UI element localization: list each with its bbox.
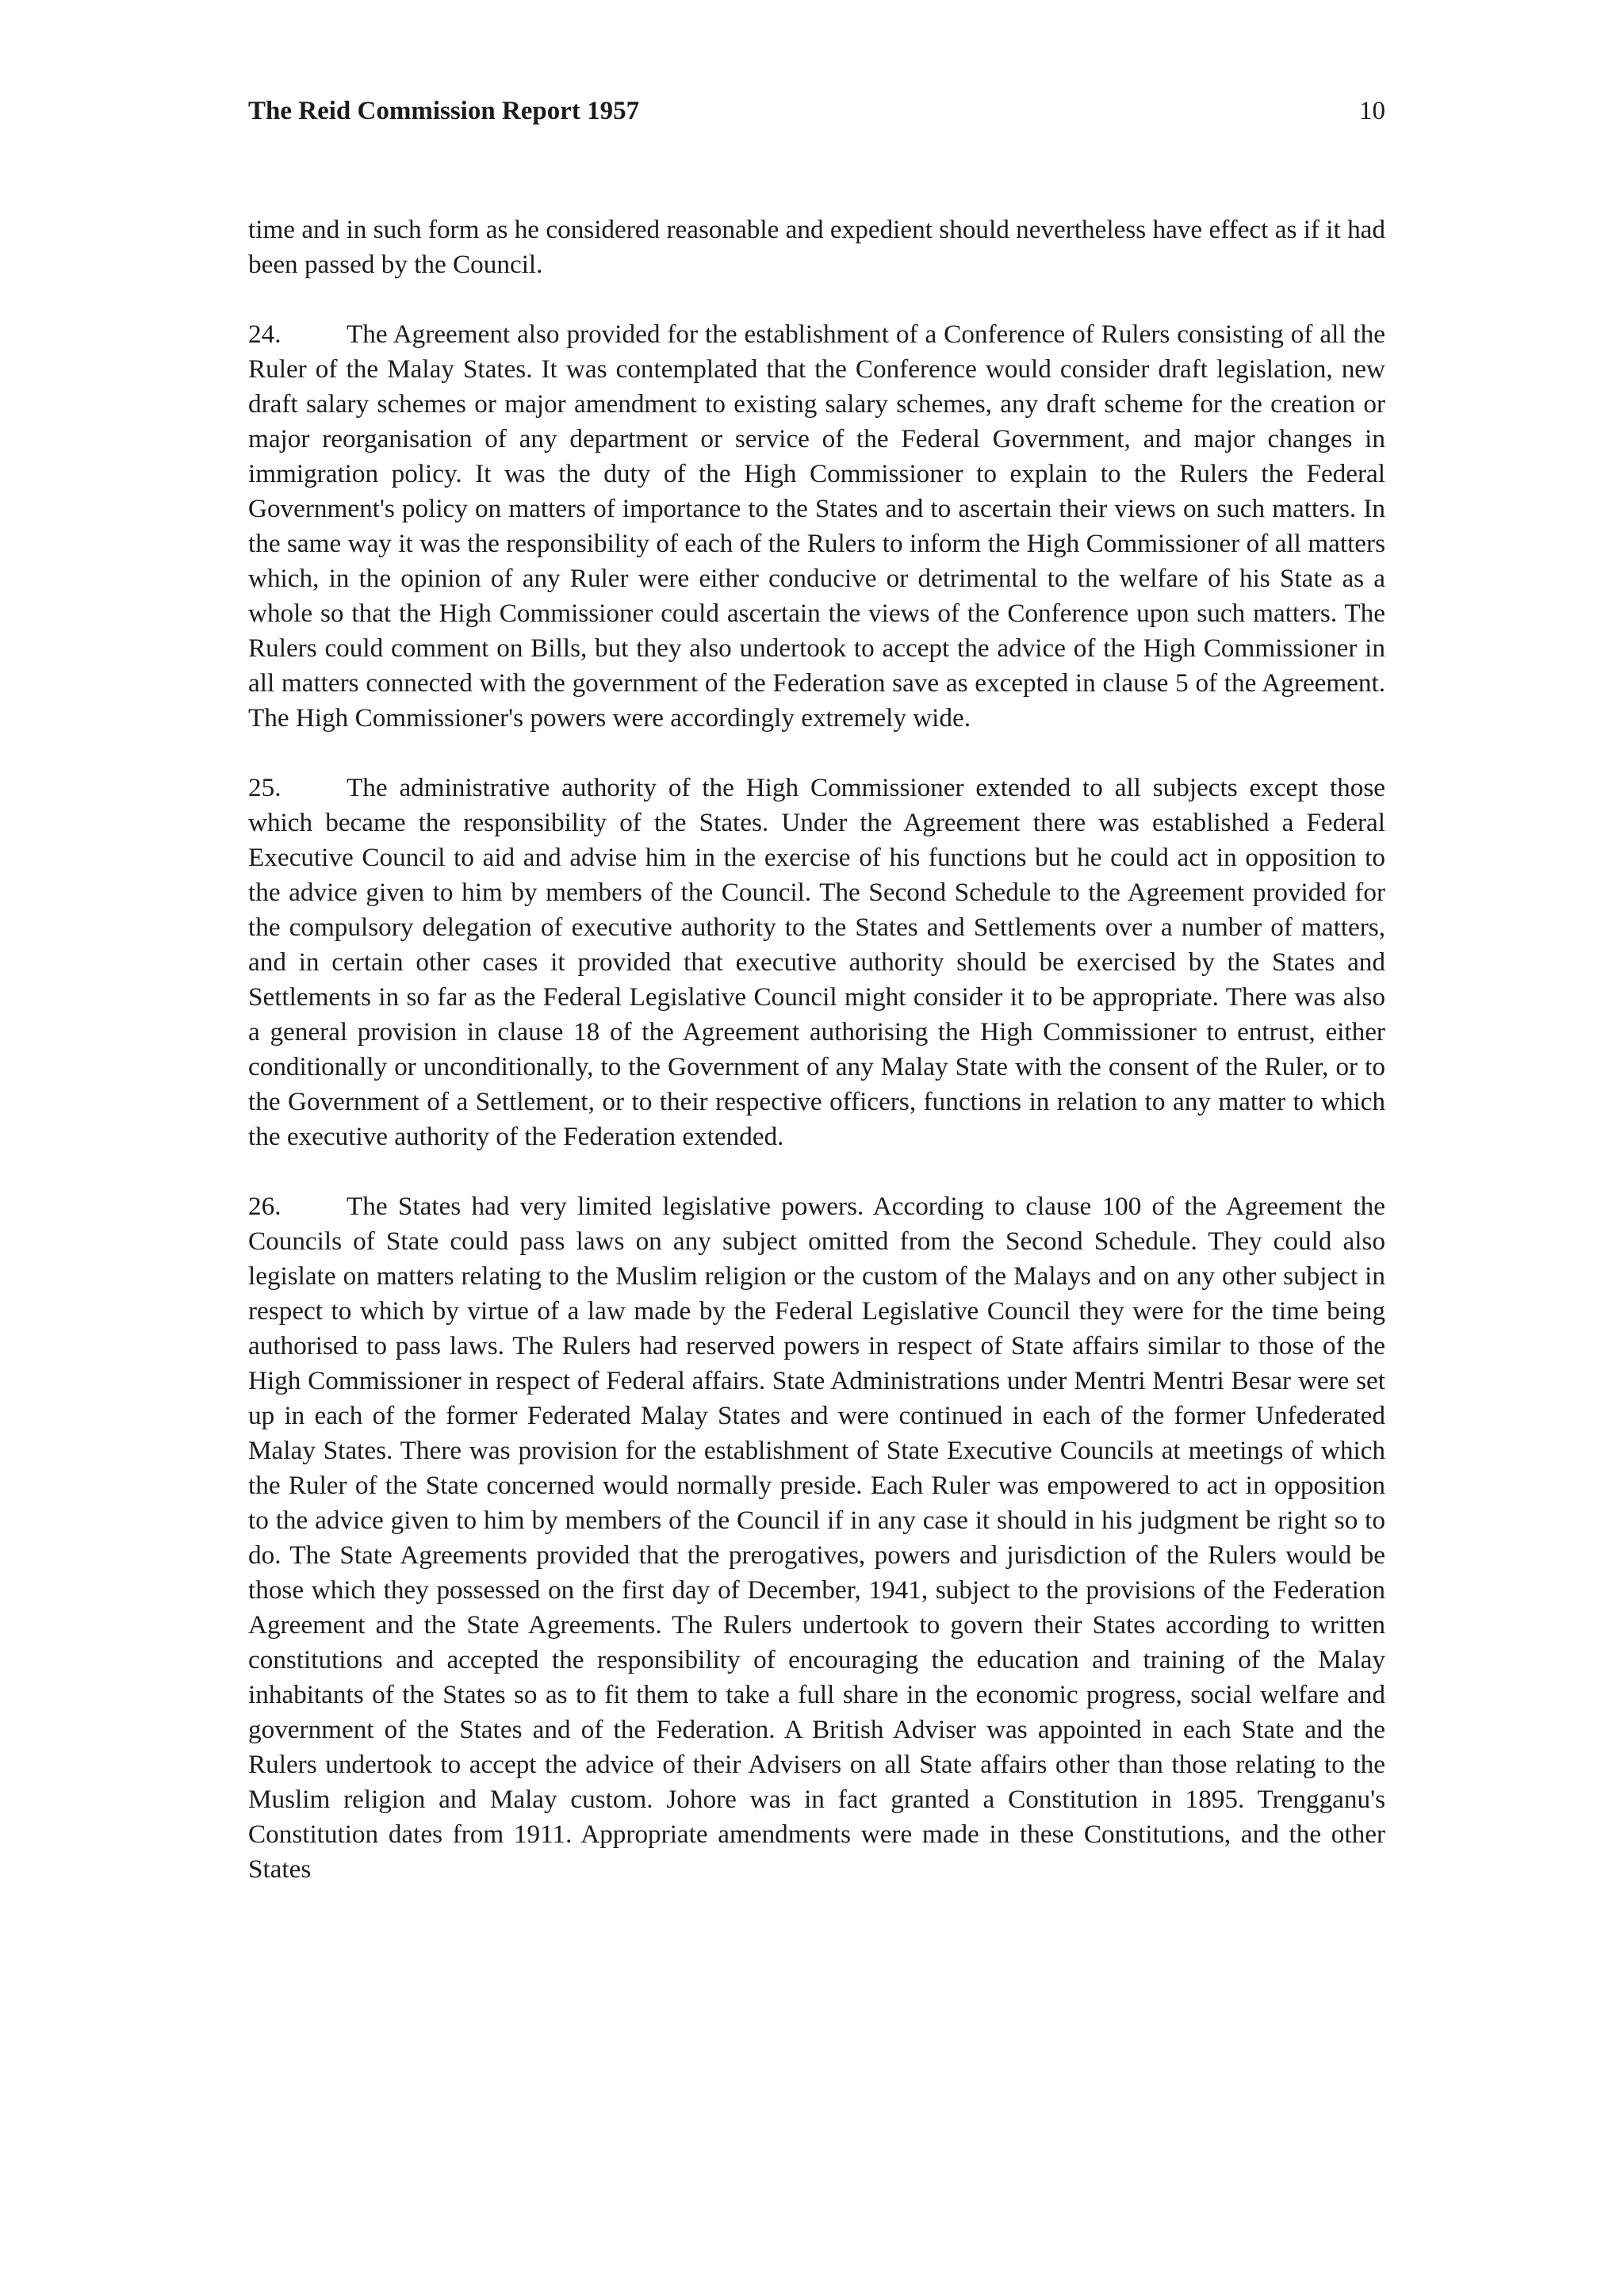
page-number: 10 xyxy=(1359,97,1385,125)
paragraph-number: 24. xyxy=(248,320,282,349)
paragraph-26 xyxy=(248,1189,1385,1887)
paragraph-number: 26. xyxy=(248,1192,282,1221)
paragraph-24 xyxy=(248,317,1385,736)
paragraph-text: The States had very limited legislative powers. According to clause 100 of the Agreement the Councils of State could pass laws on any subject omitted from the Second Schedule. They could also legislate on matters relating to the Muslim religion or the custom of the Malays and on any other subject in respect to which by virtue of a law made by the Federal Legislative Council they were for the time being authorised to pass laws. The Rulers had reserved powers in respect of State affairs similar to those of the High Commissioner in respect of Federal affairs. State Administrations under Mentri Mentri Besar were set up in each of the former Federated Malay States and were continued in each of the former Unfederated Malay States. There was provision for the establishment of State Executive Councils at meetings of which the Ruler of the State concerned would normally preside. Each Ruler was empowered to act in opposition to the advice given to him by members of the Council if in any case it should in his judgment be right so to do. The State Agreements provided that the prerogatives, powers and jurisdiction of the Rulers would be those which they possessed on the first day of December, 1941, subject to the provisions of the Federation Agreement and the State Agreements. The Rulers undertook to govern their States according to written constitutions and accepted the responsibility of encouraging the education and training of the Malay inhabitants of the States so as to fit them to take a full share in the economic progress, social welfare and government of the States and of the Federation. A British Adviser was appointed in each State and the Rulers undertook to accept the advice of their Advisers on all State affairs other than those relating to the Muslim religion and Malay custom. Johore was in fact granted a Constitution in 1895. Trengganu's Constitution dates from 1911. Appropriate amendments were made in these Constitutions, and the other States xyxy=(248,1192,1385,1884)
paragraph-number: 25. xyxy=(248,773,282,802)
paragraph-text: The Agreement also provided for the establishment of a Conference of Rulers consisting of all the Ruler of the Malay States. It was contemplated that the Conference would consider draft legislation, new draft salary schemes or major amendment to existing salary schemes, any draft scheme for the creation or major reorganisation of any department or service of the Federal Government, and major changes in immigration policy. It was the duty of the High Commissioner to explain to the Rulers the Federal Government's policy on matters of importance to the States and to ascertain their views on such matters. In the same way it was the responsibility of each of the Rulers to inform the High Commissioner of all matters which, in the opinion of any Ruler were either conducive or detrimental to the welfare of his State as a whole so that the High Commissioner could ascertain the views of the Conference upon such matters. The Rulers could comment on Bills, but they also undertook to accept the advice of the High Commissioner in all matters connected with the government of the Federation save as excepted in clause 5 of the Agreement. The High Commissioner's powers were accordingly extremely wide. xyxy=(248,320,1385,733)
paragraph-text: time and in such form as he considered reasonable and expedient should nevertheless have effect as if it had been passed by the Council. xyxy=(248,215,1385,279)
paragraph-25 xyxy=(248,771,1385,1154)
document-body xyxy=(248,212,1385,1922)
paragraph-text: The administrative authority of the High Commissioner extended to all subjects except those which became the responsibility of the States. Under the Agreement there was established a Federal Executive Council to aid and advise him in the exercise of his functions but he could act in opposition to the advice given to him by members of the Council. The Second Schedule to the Agreement provided for the compulsory delegation of executive authority to the States and Settlements over a number of matters, and in certain other cases it provided that executive authority should be exercised by the States and Settlements in so far as the Federal Legislative Council might consider it to be appropriate. There was also a general provision in clause 18 of the Agreement authorising the High Commissioner to entrust, either conditionally or unconditionally, to the Government of any Malay State with the consent of the Ruler, or to the Government of a Settlement, or to their respective officers, functions in relation to any matter to which the executive authority of the Federation extended. xyxy=(248,773,1385,1151)
paragraph-continuation xyxy=(248,212,1385,282)
document-title: The Reid Commission Report 1957 xyxy=(248,97,640,125)
page-header xyxy=(248,97,1385,126)
